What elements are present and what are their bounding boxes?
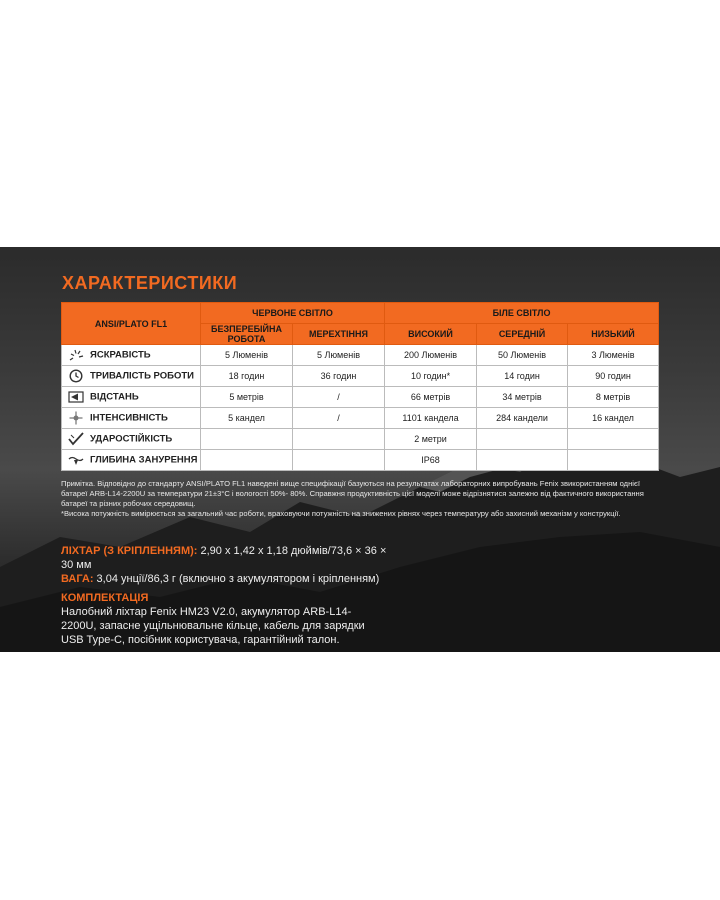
table-row [62,408,659,429]
table-row [62,387,659,408]
table-cell: 50 Люменів [477,345,568,366]
table-cell [293,450,385,471]
dimensions-label: ЛІХТАР (З КРІПЛЕННЯМ): [61,545,198,557]
white-light-header: БІЛЕ СВІТЛО [385,303,659,324]
row-label-text: ЯСКРАВІСТЬ [90,349,151,361]
table-row [62,345,659,366]
waterproof-icon [68,453,84,467]
row-label [62,408,201,429]
intensity-icon [68,411,84,425]
row-label-text: ІНТЕНСИВНІСТЬ [90,412,168,424]
table-cell: 8 метрів [568,387,659,408]
weight-label: ВАГА: [61,573,94,585]
spec-banner [0,247,720,652]
table-cell: 5 кандел [201,408,293,429]
table-row [62,429,659,450]
page-title: ХАРАКТЕРИСТИКИ [62,273,238,293]
row-label [62,429,201,450]
package-heading: КОМПЛЕКТАЦІЯ [61,592,149,604]
clock-icon [68,369,84,383]
distance-icon [68,390,84,404]
dimensions-block [61,544,391,586]
mode-header: ВИСОКИЙ [385,324,477,345]
table-cell [477,450,568,471]
table-cell: / [293,387,385,408]
row-label-text: УДАРОСТІЙКІСТЬ [90,433,173,445]
mode-header: МЕРЕХТІННЯ [293,324,385,345]
table-cell: 16 кандел [568,408,659,429]
row-label [62,450,201,471]
weight-value: 3,04 унції/86,3 г (включно з акумулятором і кріпленням) [93,573,380,585]
package-text: Налобний ліхтар Fenix HM23 V2.0, акумулятор ARB-L14-2200U, запасне ущільнювальне кільце, кабель для зарядки USB Type-C, посібник користувача, гарантійний талон. [61,606,365,646]
table-cell: 36 годин [293,366,385,387]
standard-header: ANSI/PLATO FL1 [62,303,201,345]
row-label [62,387,201,408]
table-cell: 14 годин [477,366,568,387]
red-light-header: ЧЕРВОНЕ СВІТЛО [201,303,385,324]
note-text: *Висока потужність вимірюється за загальний час роботи, враховуючи потужність на знижених рівнях через температуру або захисний механізм у конструкції. [61,509,621,518]
mode-header: СЕРЕДНІЙ [477,324,568,345]
row-label [62,366,201,387]
table-cell: 5 метрів [201,387,293,408]
mode-header: НИЗЬКИЙ [568,324,659,345]
table-cell: 1101 кандела [385,408,477,429]
mode-header: БЕЗПЕРЕБІЙНА РОБОТА [201,324,293,345]
table-row [62,366,659,387]
table-cell: 284 кандели [477,408,568,429]
table-cell [201,450,293,471]
row-label-text: ГЛИБИНА ЗАНУРЕННЯ [90,454,198,466]
table-cell: 18 годин [201,366,293,387]
table-cell [201,429,293,450]
table-cell: 5 Люменів [201,345,293,366]
table-cell: 5 Люменів [293,345,385,366]
table-cell: 10 годин* [385,366,477,387]
table-cell [568,450,659,471]
table-cell: 3 Люменів [568,345,659,366]
table-cell: 200 Люменів [385,345,477,366]
table-cell: IP68 [385,450,477,471]
table-cell: 2 метри [385,429,477,450]
table-cell: 66 метрів [385,387,477,408]
table-cell [477,429,568,450]
note-text: Примітка. Відповідно до стандарту ANSI/PLATO FL1 наведені вище специфікації базуються на результатах лабораторних випробувань Fenix звикористанням однієї батареї ARB-L14-2200U за температури 21±3°C і вологості 50%- 80%. Справжня продуктивність цієї моделі може відрізнятися залежно від фактичного використання батареї та різних робочих середовищ. [61,479,644,508]
table-cell: 90 годин [568,366,659,387]
row-label [62,345,201,366]
dimensions-value: 2,90 х 1,42 х 1,18 дюймів/73,6 × 36 × 30 мм [61,545,387,571]
row-label-text: ВІДСТАНЬ [90,391,139,403]
impact-icon [68,432,84,446]
spec-table [61,302,659,471]
row-label-text: ТРИВАЛІСТЬ РОБОТИ [90,370,194,382]
table-cell: / [293,408,385,429]
brightness-icon [68,348,84,362]
table-cell [568,429,659,450]
table-cell: 34 метрів [477,387,568,408]
table-row [62,450,659,471]
table-cell [293,429,385,450]
notes [61,479,661,519]
